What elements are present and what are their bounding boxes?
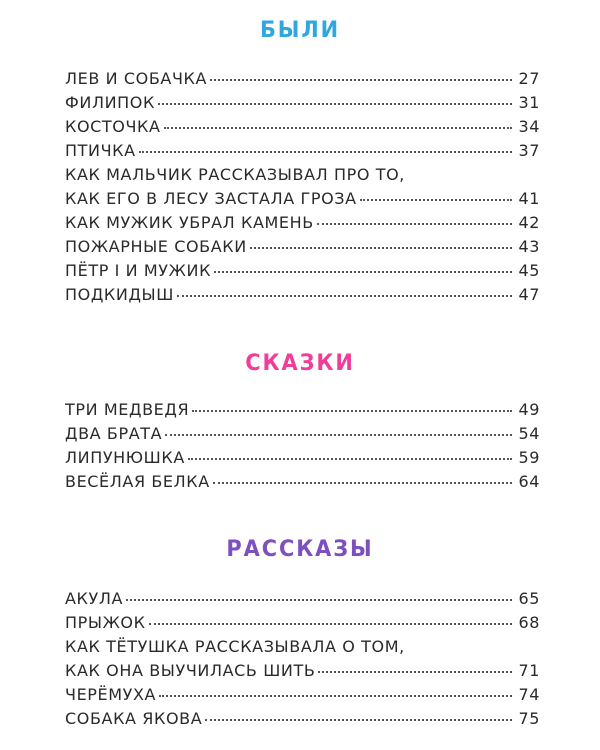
dot-leader: [158, 103, 512, 105]
toc-entry-title: ПОЖАРНЫЕ СОБАКИ: [65, 237, 247, 256]
toc-entry-page: 47: [518, 285, 540, 304]
section-skazki: [65, 398, 540, 494]
toc-entry-page: 65: [518, 589, 540, 608]
toc-entry[interactable]: [65, 187, 540, 211]
toc-entry[interactable]: [65, 611, 540, 635]
toc-entry-page: 68: [518, 613, 540, 632]
toc-entry-title: КОСТОЧКА: [65, 117, 161, 136]
dot-leader: [177, 295, 512, 297]
dot-leader: [205, 719, 512, 721]
toc-entry-page: 41: [518, 189, 540, 208]
toc-entry[interactable]: [65, 259, 540, 283]
toc-entry-title: ДВА БРАТА: [65, 424, 163, 443]
toc-entry-title: ПОДКИДЫШ: [65, 285, 174, 304]
dot-leader: [317, 223, 512, 225]
toc-entry-page: 49: [518, 400, 540, 419]
toc-entry-page: 43: [518, 237, 540, 256]
toc-entry[interactable]: [65, 91, 540, 115]
toc-entry-title: КАК ЕГО В ЛЕСУ ЗАСТАЛА ГРОЗА: [65, 189, 357, 208]
toc-entry-page: 31: [518, 93, 540, 112]
toc-entry-title-line1[interactable]: КАК ТЁТУШКА РАССКАЗЫВАЛА О ТОМ,: [65, 637, 405, 656]
dot-leader: [250, 247, 512, 249]
toc-entry-page: 45: [518, 261, 540, 280]
dot-leader: [159, 695, 512, 697]
toc-entry-title: ПРЫЖОК: [65, 613, 146, 632]
toc-entry[interactable]: [65, 139, 540, 163]
toc-entry[interactable]: [65, 470, 540, 494]
toc-entry[interactable]: [65, 707, 540, 731]
dot-leader: [360, 199, 512, 201]
section-rasskazy: [65, 587, 540, 731]
dot-leader: [214, 271, 512, 273]
toc-entry-page: 64: [518, 472, 540, 491]
toc-entry[interactable]: [65, 67, 540, 91]
toc-entry-page: 75: [518, 709, 540, 728]
dot-leader: [165, 434, 512, 436]
toc-entry-page: 34: [518, 117, 540, 136]
dot-leader: [210, 79, 512, 81]
toc-entry[interactable]: [65, 283, 540, 307]
toc-entry-page: 54: [518, 424, 540, 443]
toc-entry-title: СОБАКА ЯКОВА: [65, 709, 203, 728]
toc-entry-title: ЛИПУНЮШКА: [65, 448, 185, 467]
toc-entry-page: 42: [518, 213, 540, 232]
dot-leader: [149, 623, 512, 625]
toc-entry-title: ТРИ МЕДВЕДЯ: [65, 400, 190, 419]
toc-entry-title: ПТИЧКА: [65, 141, 136, 160]
toc-entry-page: 27: [518, 69, 540, 88]
toc-entry-title: ФИЛИПОК: [65, 93, 155, 112]
section-byli: [65, 67, 540, 307]
toc-entry[interactable]: [65, 683, 540, 707]
toc-entry-page: 71: [518, 661, 540, 680]
toc-entry-title: ПЁТР I И МУЖИК: [65, 261, 212, 280]
toc-entry[interactable]: [65, 659, 540, 683]
dot-leader: [213, 482, 512, 484]
toc-entry-title: ВЕСЁЛАЯ БЕЛКА: [65, 472, 210, 491]
toc-entry[interactable]: [65, 446, 540, 470]
toc-entry-page: 37: [518, 141, 540, 160]
toc-entry-title: КАК ОНА ВЫУЧИЛАСЬ ШИТЬ: [65, 661, 316, 680]
section-title-byli: БЫЛИ: [259, 18, 341, 43]
toc-entry-page: 59: [518, 448, 540, 467]
dot-leader: [126, 599, 512, 601]
toc-entry-title: КАК МУЖИК УБРАЛ КАМЕНЬ: [65, 213, 314, 232]
toc-entry-title-line1[interactable]: КАК МАЛЬЧИК РАССКАЗЫВАЛ ПРО ТО,: [65, 165, 405, 184]
toc-entry[interactable]: [65, 422, 540, 446]
section-title-rasskazy: РАССКАЗЫ: [226, 537, 374, 562]
toc-entry-page: 74: [518, 685, 540, 704]
toc-entry[interactable]: [65, 211, 540, 235]
section-title-skazki: СКАЗКИ: [245, 351, 355, 376]
toc-entry-title: ЛЕВ И СОБАЧКА: [65, 69, 208, 88]
dot-leader: [139, 151, 512, 153]
toc-entry-title: АКУЛА: [65, 589, 124, 608]
toc-entry[interactable]: [65, 115, 540, 139]
toc-entry[interactable]: [65, 398, 540, 422]
dot-leader: [318, 671, 512, 673]
dot-leader: [164, 127, 512, 129]
toc-entry-title: ЧЕРЁМУХА: [65, 685, 157, 704]
dot-leader: [188, 458, 512, 460]
toc-entry[interactable]: [65, 587, 540, 611]
toc-entry[interactable]: [65, 235, 540, 259]
dot-leader: [192, 410, 512, 412]
